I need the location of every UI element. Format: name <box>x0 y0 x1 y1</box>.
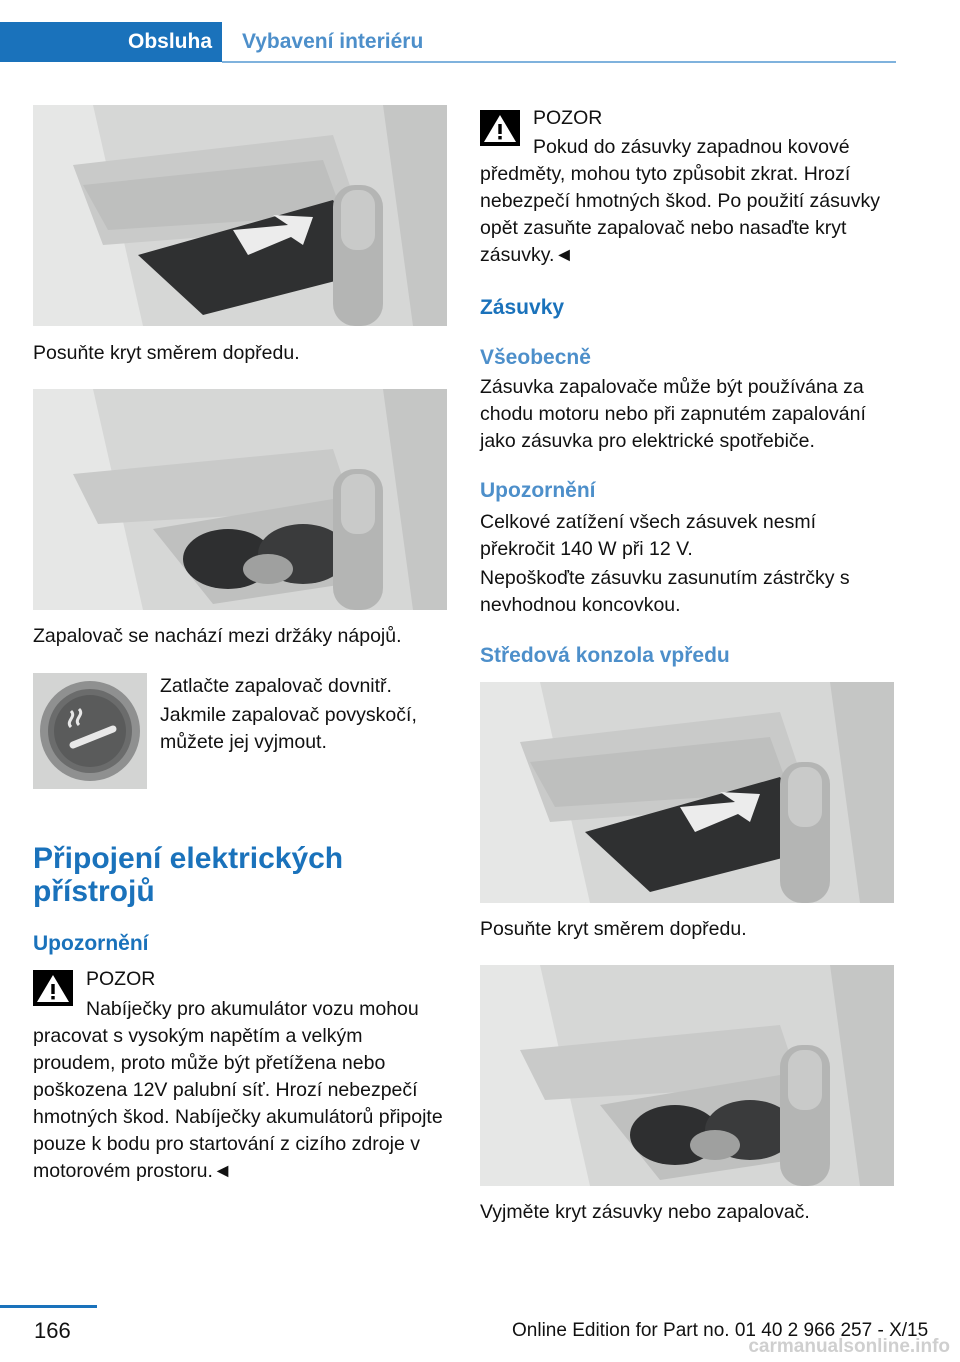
warning-label-left: POZOR <box>86 968 156 990</box>
lighter-push-text: Zatlačte zapalovač dovnitř. <box>160 675 392 697</box>
photo-cover-slide-console <box>480 682 894 903</box>
watermark: carmanualsonline.info <box>748 1336 950 1357</box>
subsection-title-note-left: Upozornění <box>33 932 149 955</box>
caption-lighter-location: Zapalovač se nachází mezi držáky nápojů. <box>33 625 402 647</box>
caption-slide-cover-right: Posuňte kryt směrem dopředu. <box>480 918 747 940</box>
general-text: Zásuvka zapalovače může být používána za chodu motoru nebo při zapnutém zapalování jako zásuvka pro elektrické spotřebiče. <box>480 376 866 452</box>
subsection-title-center-console: Středová konzola vpředu <box>480 644 730 667</box>
warning-text-right: Pokud do zásuvky zapadnou kovové předměty, mohou tyto způsobit zkrat. Hrozí nebezpečí hmotných škod. Po použití zásuvky opět zasuňte zapalovač nebo nasaďte kryt zásuvky.◄ <box>480 136 880 266</box>
tab-vybaveni-interieru[interactable]: Vybavení interiéru <box>242 30 424 53</box>
header-rule <box>222 61 896 63</box>
photo-cupholders <box>33 389 447 610</box>
caption-remove-cover: Vyjměte kryt zásuvky nebo zapalovač. <box>480 1201 810 1223</box>
cigarette-lighter-icon <box>33 673 147 789</box>
subsection-title-note-right: Upozornění <box>480 479 596 502</box>
section-title-sockets: Zásuvky <box>480 296 565 319</box>
subsection-title-general: Všeobecně <box>480 346 591 369</box>
edition-text: Online Edition for Part no. 01 40 2 966 257 - X/15 <box>512 1320 929 1341</box>
tab-obsluha[interactable]: Obsluha <box>0 22 222 62</box>
caption-slide-cover: Posuňte kryt směrem dopředu. <box>33 342 300 364</box>
footer-rule <box>0 1305 97 1308</box>
photo-socket-cover <box>480 965 894 1186</box>
photo-cover-slide <box>33 105 447 326</box>
page-number: 166 <box>34 1318 71 1343</box>
warning-label-right: POZOR <box>533 107 603 129</box>
section-title-connecting-devices: Připojení elektrických přístrojů <box>33 842 344 908</box>
note-text-load: Celkové zatížení všech zásuvek nesmí překročit 140 W při 12 V. <box>480 511 816 560</box>
lighter-remove-text: Jakmile zapalovač povyskočí, můžete jej vyjmout. <box>160 704 417 753</box>
note-text-plug: Nepoškoďte zásuvku zasunutím zástrčky s nevhodnou koncovkou. <box>480 567 850 616</box>
warning-text-left: Nabíječky pro akumulátor vozu mohou pracovat s vysokým napětím a velkým proudem, proto může být přetížena nebo poškozena 12V palubní síť. Hrozí nebezpečí hmotných škod. Nabíječky akumulátorů připojte pouze k bodu pro startování z cizího zdroje v motorovém prostoru.◄ <box>33 998 443 1182</box>
